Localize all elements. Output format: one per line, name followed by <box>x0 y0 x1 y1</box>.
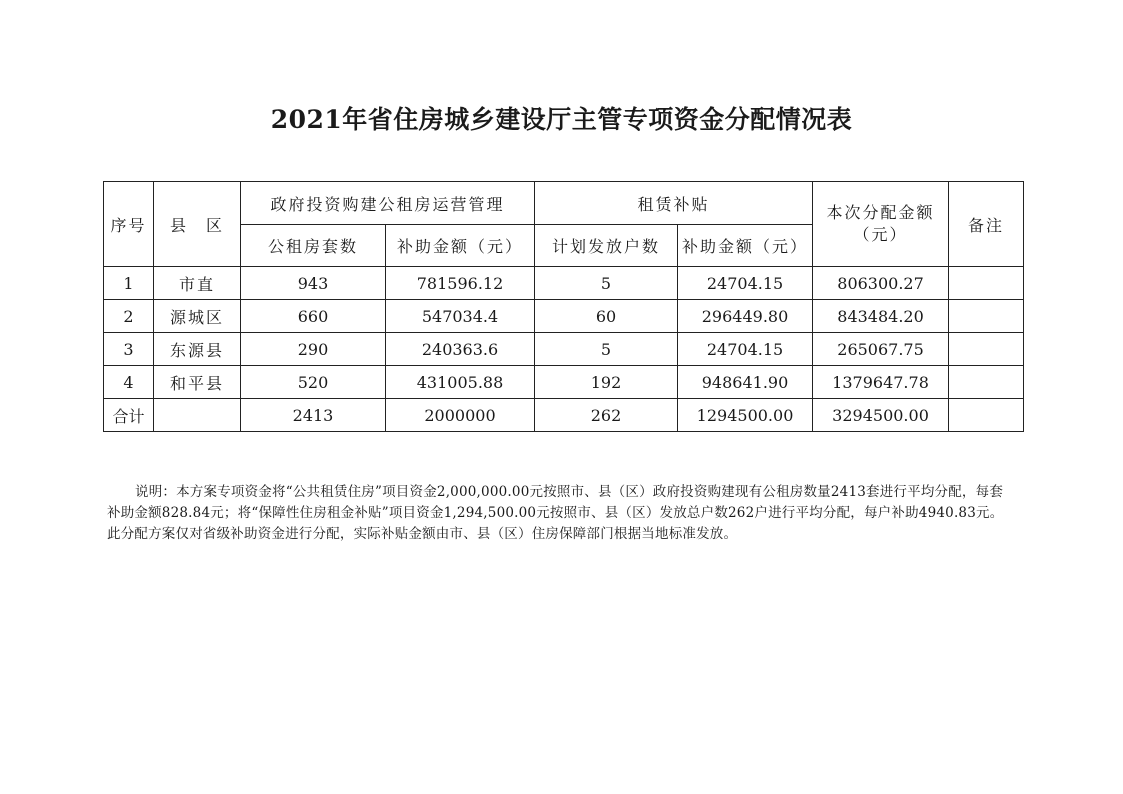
table-row <box>104 300 1024 333</box>
cell-amount-1: 2000000 <box>386 399 535 432</box>
cell-amount-2: 24704.15 <box>678 333 813 366</box>
header-seq: 序号 <box>104 182 154 267</box>
table-row <box>104 333 1024 366</box>
cell-households: 60 <box>535 300 678 333</box>
header-rent-subsidy: 租赁补贴 <box>535 182 813 225</box>
cell-seq: 3 <box>104 333 154 366</box>
cell-amount-1: 781596.12 <box>386 267 535 300</box>
cell-households: 5 <box>535 333 678 366</box>
cell-total: 843484.20 <box>813 300 949 333</box>
cell-remark <box>949 267 1024 300</box>
cell-remark <box>949 333 1024 366</box>
cell-units: 943 <box>241 267 386 300</box>
cell-amount-2: 948641.90 <box>678 366 813 399</box>
header-subsidy-amount-2: 补助金额（元） <box>678 225 813 267</box>
cell-amount-1: 547034.4 <box>386 300 535 333</box>
cell-county: 市直 <box>154 267 241 300</box>
cell-households: 262 <box>535 399 678 432</box>
cell-households: 192 <box>535 366 678 399</box>
cell-sum-label: 合计 <box>104 399 154 432</box>
cell-units: 2413 <box>241 399 386 432</box>
header-remarks: 备注 <box>949 182 1024 267</box>
cell-amount-1: 431005.88 <box>386 366 535 399</box>
cell-remark <box>949 366 1024 399</box>
cell-households: 5 <box>535 267 678 300</box>
table-row <box>104 267 1024 300</box>
cell-seq: 1 <box>104 267 154 300</box>
cell-amount-2: 24704.15 <box>678 267 813 300</box>
page-title: 2021年省住房城乡建设厅主管专项资金分配情况表 <box>270 105 853 134</box>
cell-units: 520 <box>241 366 386 399</box>
table-row <box>104 366 1024 399</box>
cell-remark <box>949 300 1024 333</box>
cell-amount-1: 240363.6 <box>386 333 535 366</box>
cell-total: 806300.27 <box>813 267 949 300</box>
sum-row <box>104 399 1024 432</box>
cell-county: 源城区 <box>154 300 241 333</box>
cell-units: 660 <box>241 300 386 333</box>
cell-county <box>154 399 241 432</box>
cell-total: 265067.75 <box>813 333 949 366</box>
cell-remark <box>949 399 1024 432</box>
cell-seq: 4 <box>104 366 154 399</box>
cell-total: 3294500.00 <box>813 399 949 432</box>
cell-units: 290 <box>241 333 386 366</box>
cell-county: 和平县 <box>154 366 241 399</box>
cell-seq: 2 <box>104 300 154 333</box>
header-row-1 <box>104 182 1024 225</box>
allocation-table <box>103 181 1024 432</box>
cell-total: 1379647.78 <box>813 366 949 399</box>
explanatory-note: 说明：本方案专项资金将“公共租赁住房”项目资金2,000,000.00元按照市、县（区）政府投资购建现有公租房数量2413套进行平均分配，每套补助金额828.84元；将“保障性住房租金补贴”项目资金1,294,500.00元按照市、县（区）发放总户数262户进行平均分配，每户补助4940.83元。此分配方案仅对省级补助资金进行分配，实际补贴金额由市、县（区）住房保障部门根据当地标准发放。 <box>107 484 1004 542</box>
header-planned-households: 计划发放户数 <box>535 225 678 267</box>
header-county: 县 区 <box>154 182 241 267</box>
header-total-allocation: 本次分配金额（元） <box>813 182 949 267</box>
cell-amount-2: 1294500.00 <box>678 399 813 432</box>
header-subsidy-amount-1: 补助金额（元） <box>386 225 535 267</box>
cell-amount-2: 296449.80 <box>678 300 813 333</box>
cell-county: 东源县 <box>154 333 241 366</box>
header-public-rental-management: 政府投资购建公租房运营管理 <box>241 182 535 225</box>
header-rental-units: 公租房套数 <box>241 225 386 267</box>
